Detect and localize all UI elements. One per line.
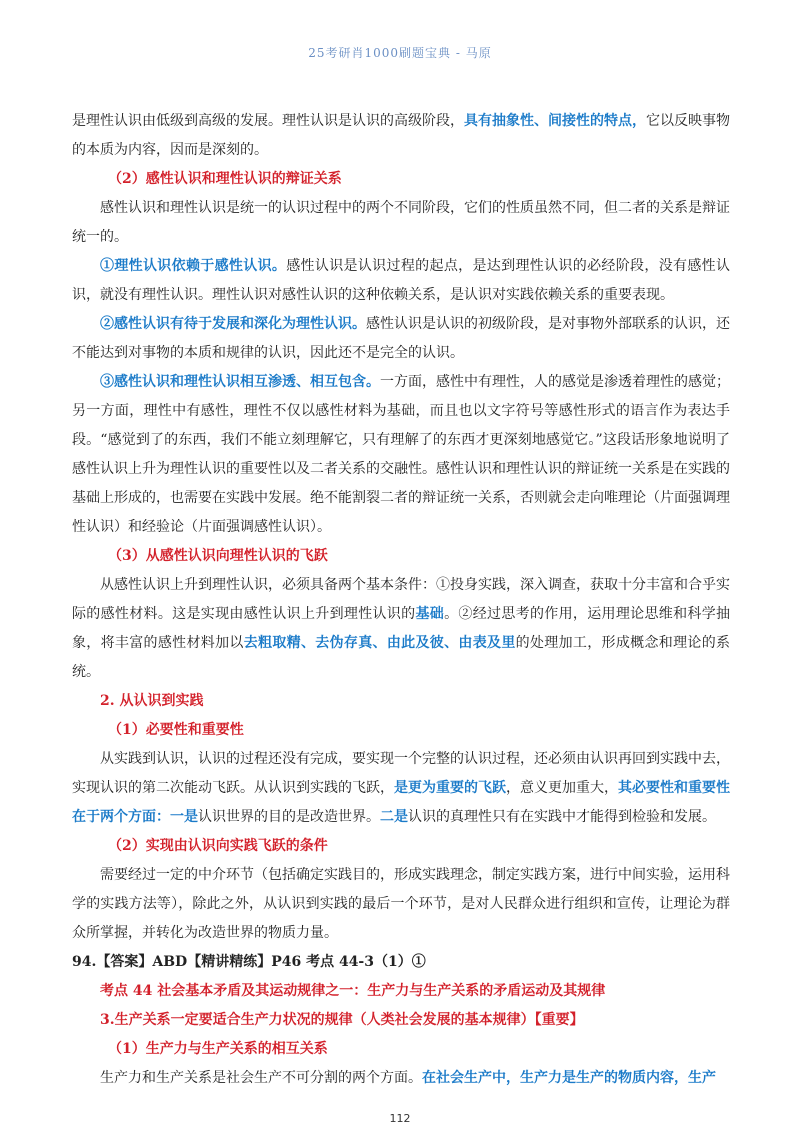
body-text: 它以反映事物的本质为内容，因而是深刻的。 [72,113,730,158]
page-number: 112 [389,1112,411,1125]
section-heading: 2. 从认识到实践 [100,693,204,709]
paragraph [72,861,730,948]
subsection-heading: （1）生产力与生产关系的相互关系 [108,1041,328,1057]
body-text: 生产力和生产关系是社会生产不可分割的两个方面。 [100,1070,422,1086]
body-text: 是理性认识由低级到高级的发展。理性认识是认识的高级阶段， [72,113,464,129]
body-text: 感性认识和理性认识是统一的认识过程中的两个不同阶段，它们的性质虽然不同，但二者的关系是辩证统一的。 [72,200,730,245]
section-heading: 考点 44 社会基本矛盾及其运动规律之一：生产力与生产关系的矛盾运动及其规律 [100,983,606,999]
emphasis-text: 94.【答案】ABD【精讲精练】P46 考点 44-3（1）① [72,954,426,970]
subsection-heading: （3）从感性认识向理性认识的飞跃 [108,548,328,564]
subsection-heading: （2）感性认识和理性认识的辩证关系 [108,171,342,187]
paragraph [72,310,730,368]
body-text: 认识世界的目的是改造世界。 [198,809,380,825]
body-text: 。②经过思考的作用，运用理论思维和科学抽象，将丰富的感性材料加以 [72,606,731,651]
body-text: 的处理加工，形成概念和理论的系统。 [72,635,731,680]
paragraph [72,368,730,542]
page-body [72,107,730,1093]
emphasis-text: ③感性认识和理性认识相互渗透、相互包含。 [100,374,380,390]
emphasis-text: ①理性认识依赖于感性认识。 [100,258,287,274]
body-text: 从实践到认识，认识的过程还没有完成，要实现一个完整的认识过程，还必须由认识再回到实践中去，实现认识的第二次能动飞跃。从认识到实践的飞跃， [72,751,730,796]
emphasis-text: 二是 [380,809,408,825]
paragraph [72,745,730,832]
emphasis-text: 在社会生产中，生产力是生产的物质内容，生产 [422,1070,716,1086]
paragraph [72,1064,730,1093]
body-text: ，意义更加重大， [506,780,618,796]
body-text: 需要经过一定的中介环节（包括确定实践目的，形成实践理念，制定实践方案，进行中间实验，运用科学的实践方法等），除此之外，从认识到实践的最后一个环节，是对人民群众进行组织和宣传，让理论为群众所掌握，并转化为改造世界的物质力量。 [72,867,730,941]
emphasis-text: 其必要性和重要性在于两个方面：一是 [72,780,730,825]
paragraph [72,571,730,687]
emphasis-text: 基础 [415,606,445,622]
subsection-heading: （1）必要性和重要性 [108,722,244,738]
body-text: 一方面，感性中有理性，人的感觉是渗透着理性的感觉；另一方面，理性中有感性，理性不仅以感性材料为基础，而且也以文字符号等感性形式的语言作为表达手段。“感觉到了的东西，我们不能立刻理解它，只有理解了的东西才更深刻地感觉它。”这段话形象地说明了感性认识上升为理性认识的重要性以及二者关系的交融性。感性认识和理性认识的辩证统一关系是在实践的基础上形成的，也需要在实践中发展。绝不能割裂二者的辩证统一关系，否则就会走向唯理论（片面强调理性认识）和经验论（片面强调感性认识）。 [72,374,730,535]
subsection-heading: （2）实现由认识向实践飞跃的条件 [108,838,328,854]
paragraph [72,948,730,977]
body-text: 感性认识是认识的初级阶段，是对事物外部联系的认识，还不能达到对事物的本质和规律的认识，因此还不是完全的认识。 [72,316,730,361]
paragraph [72,194,730,252]
body-text: 感性认识是认识过程的起点，是达到理性认识的必经阶段，没有感性认识，就没有理性认识。理性认识对感性认识的这种依赖关系，是认识对实践依赖关系的重要表现。 [72,258,730,303]
body-text: 从感性认识上升到理性认识，必须具备两个基本条件：①投身实践，深入调查，获取十分丰富和合乎实际的感性材料。这是实现由感性认识上升到理性认识的 [72,577,730,622]
emphasis-text: ②感性认识有待于发展和深化为理性认识。 [100,316,366,332]
emphasis-text: 去粗取精、去伪存真、由此及彼、由表及里 [243,635,516,651]
emphasis-text: 具有抽象性、间接性的特点， [464,113,646,129]
body-text: 认识的真理性只有在实践中才能得到检验和发展。 [408,809,716,825]
paragraph [72,107,730,165]
paragraph [72,252,730,310]
section-heading: 3.生产关系一定要适合生产力状况的规律（人类社会发展的基本规律）【重要】 [100,1012,584,1028]
running-header: 25考研肖1000刷题宝典 - 马原 [308,46,492,60]
emphasis-text: 是更为重要的飞跃 [394,780,506,796]
